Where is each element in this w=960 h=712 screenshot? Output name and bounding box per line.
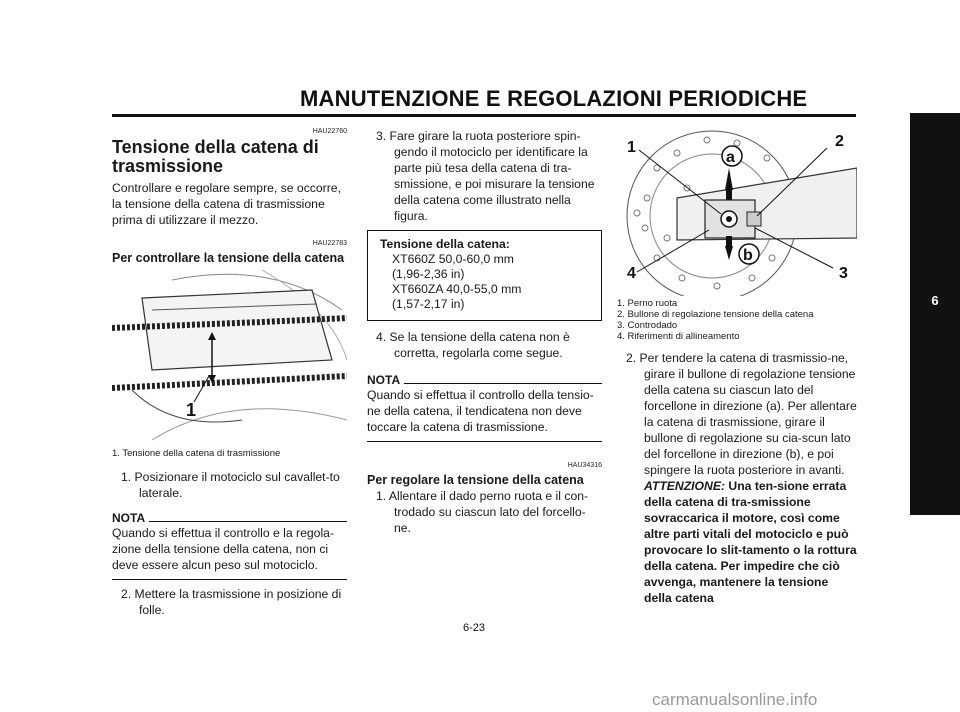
spec-line: (1,96-2,36 in) xyxy=(392,267,465,281)
adjust-step-1: 1. Allentare il dado perno ruota e il con-trodado su ciascun lato del forcello-ne. xyxy=(376,489,589,535)
nota-text: Quando si effettua il controllo della tensio-ne della catena, il tendicatena non deve toccare la catena di trasmissione. xyxy=(367,387,602,442)
section-title: Tensione della catena di trasmissione xyxy=(112,137,319,176)
adjust-step-2-text: 2. Per tendere la catena di trasmissio-ne, girare il bullone di regolazione tensione della catena su ciascun lato del forcellone in direzione (a). Per allentare la catena di trasmissione, girare il bullone di regolazione su cia-scun lato del forcellone in direzione (b), e poi spingere la ruota posteriore in avanti. xyxy=(626,351,857,477)
nota-text: Quando si effettua il controllo e la regola-zione della tensione della catena, non ci deve essere alcun peso sul motociclo. xyxy=(112,525,347,580)
subsection-title: Per controllare la tensione della catena xyxy=(112,251,345,265)
chain-tension-spec-box xyxy=(367,230,602,321)
header-rule xyxy=(112,114,856,117)
spec-line: (1,57-2,17 in) xyxy=(392,297,465,311)
subsection-code: HAU34316 xyxy=(567,462,602,469)
figure-label-3: 3 xyxy=(839,265,848,282)
figure-label-b: b xyxy=(743,247,753,264)
step-2: 2. Mettere la trasmissione in posizione di folle. xyxy=(121,587,342,617)
figure-callout-1: 1 xyxy=(186,400,197,420)
step-4: 4. Se la tensione della catena non è corretta, regolarla come segue. xyxy=(376,330,570,360)
nota-heading: NOTA xyxy=(112,511,347,525)
watermark: carmanualsonline.info xyxy=(652,690,818,709)
figure-caption: 1. Perno ruota xyxy=(617,298,678,309)
step-3: 3. Fare girare la ruota posteriore spin-gendo il motociclo per identificare la parte più tesa della catena di tra-smissione, e poi misurare la tensione della catena come illustrato nella figura. xyxy=(376,129,595,223)
section-code: HAU22760 xyxy=(312,128,347,135)
adjust-step-2 xyxy=(617,350,857,606)
figure-label-a: a xyxy=(726,149,735,166)
page-header-title: MANUTENZIONE E REGOLAZIONI PERIODICHE xyxy=(300,86,808,111)
subsection-title: Per regolare la tensione della catena xyxy=(367,473,584,487)
chapter-side-tab xyxy=(910,113,960,515)
step-1: 1. Posizionare il motociclo sul cavallet-to laterale. xyxy=(121,470,340,500)
figure-caption: 2. Bullone di regolazione tensione della catena xyxy=(617,309,814,320)
spec-line: XT660ZA 40,0-55,0 mm xyxy=(392,282,522,296)
spec-line: XT660Z 50,0-60,0 mm xyxy=(392,252,514,266)
nota-heading: NOTA xyxy=(367,373,602,387)
column-right xyxy=(617,128,857,606)
figure-label-2: 2 xyxy=(835,133,844,150)
subsection-code: HAU22783 xyxy=(312,240,347,247)
axle-adjustment-figure xyxy=(617,128,857,296)
figure-label-1: 1 xyxy=(627,139,636,156)
chapter-number: 6 xyxy=(931,293,939,308)
chain-tension-figure xyxy=(112,270,347,446)
figure-caption: 1. Tensione della catena di trasmissione xyxy=(112,448,281,459)
column-middle xyxy=(367,128,602,536)
figure-caption: 3. Controdado xyxy=(617,320,678,331)
column-left xyxy=(112,128,347,618)
figure-label-4: 4 xyxy=(627,265,636,282)
intro-paragraph: Controllare e regolare sempre, se occorre, la tensione della catena di trasmissione prima di utilizzare il mezzo. xyxy=(112,181,341,227)
page-number: 6-23 xyxy=(463,622,486,634)
warning-text: Una ten-sione errata della catena di tra-smissione sovraccarica il motore, così come altre parti vitali del motociclo e può provocare lo slit-tamento o la rottura della catena. Per impedire che ciò avvenga, mantenere la tensione della catena xyxy=(644,479,857,605)
spec-title: Tensione della catena: xyxy=(380,237,510,251)
warning-label: ATTENZIONE: xyxy=(644,479,726,493)
figure-caption: 4. Riferimenti di allineamento xyxy=(617,331,740,342)
